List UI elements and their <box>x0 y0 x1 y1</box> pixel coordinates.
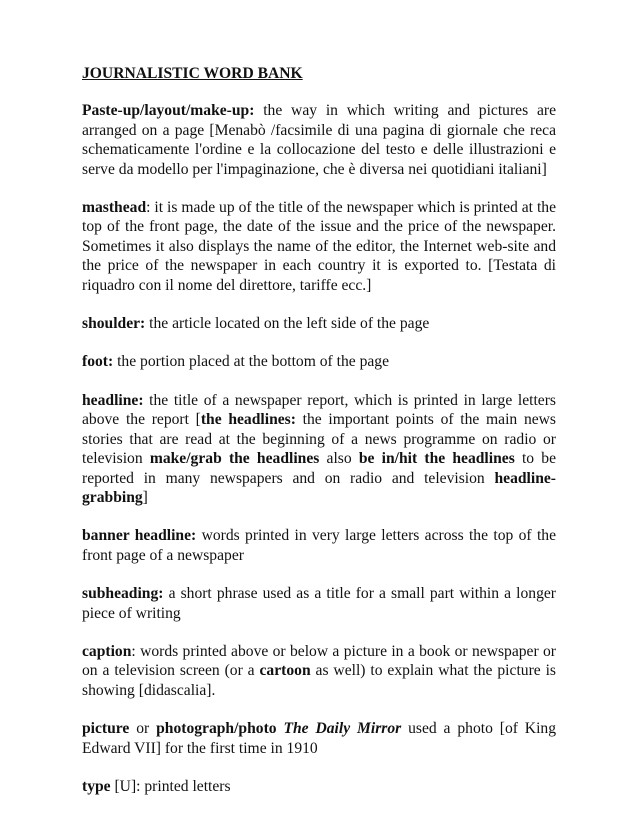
glossary-term: banner headline: <box>82 527 197 545</box>
definition-text: also <box>319 450 359 468</box>
glossary-term: type <box>82 777 111 795</box>
glossary-entry <box>82 352 556 371</box>
definition-text: : words printed above or below a picture in a book or newspaper or on a television screen (or a <box>82 642 556 680</box>
glossary-term: shoulder: <box>82 315 146 333</box>
glossary-entry <box>82 719 556 758</box>
definition-text: the way in which writing and pictures are arranged on a page [Menabò /facsimile di una pagina di giornale che reca schematicamente l'ordine e la collocazione del testo e delle illustrazioni e serve da modello per l'impaginazione, che è diversa nei quotidiani italiani] <box>82 102 556 178</box>
definition-text: : it is made up of the title of the newspaper which is printed at the top of the front page, the date of the issue and the price of the newspaper. Sometimes it also displays the name of the editor, the Internet web-site and the price of the newspaper in each country it is exported to. [Testata di riquadro con il nome del direttore, tariffe ecc.] <box>82 199 556 294</box>
emphasized-term: The Daily Mirror <box>283 720 402 738</box>
bold-term: headline-grabbing <box>82 469 556 506</box>
definition-text: [U]: printed letters <box>110 777 231 795</box>
document-page <box>82 64 556 815</box>
definition-text: the portion placed at the bottom of the page <box>113 353 390 371</box>
glossary-entry <box>82 526 556 565</box>
glossary-term: caption <box>82 642 132 660</box>
definition-text: ] <box>142 488 148 506</box>
glossary-term: subheading: <box>82 585 164 603</box>
glossary-entry <box>82 101 556 179</box>
glossary-entry <box>82 584 556 623</box>
definition-text: the important points of the main news stories that are read at the beginning of a news programme on radio or television <box>82 411 556 468</box>
bold-term: cartoon <box>259 662 311 680</box>
glossary-entry <box>82 642 556 700</box>
bold-term: make/grab the headlines <box>149 450 320 468</box>
definition-text: or <box>129 720 157 738</box>
definition-text: a short phrase used as a title for a small part within a longer piece of writing <box>82 585 556 622</box>
definition-text: words printed in very large letters across the top of the front page of a newspaper <box>82 527 556 564</box>
glossary-term: picture <box>82 720 130 738</box>
definition-text: the article located on the left side of the page <box>145 315 430 333</box>
page-title: JOURNALISTIC WORD BANK <box>82 65 303 82</box>
glossary-entry <box>82 198 556 295</box>
bold-term: be in/hit the headlines <box>358 450 515 468</box>
glossary-term: foot: <box>82 353 114 371</box>
definition-text: as well) to explain what the picture is showing [didascalia]. <box>82 662 556 699</box>
glossary-entry <box>82 777 556 796</box>
glossary-term: Paste-up/layout/make-up: <box>82 102 255 120</box>
definition-text: the title of a newspaper report, which is printed in large letters above the report [ <box>82 391 556 429</box>
definition-text: used a photo [of King Edward VII] for the first time in 1910 <box>82 720 556 757</box>
glossary-entry <box>82 314 556 333</box>
bold-term: photograph/photo <box>156 720 277 738</box>
bold-term: the headlines: <box>200 411 296 429</box>
definition-text: to be reported in many newspapers and on radio and television <box>82 450 557 487</box>
glossary-term: headline: <box>82 391 144 409</box>
glossary-entry <box>82 391 556 507</box>
glossary-term: masthead <box>82 199 147 217</box>
glossary-list <box>82 101 556 796</box>
